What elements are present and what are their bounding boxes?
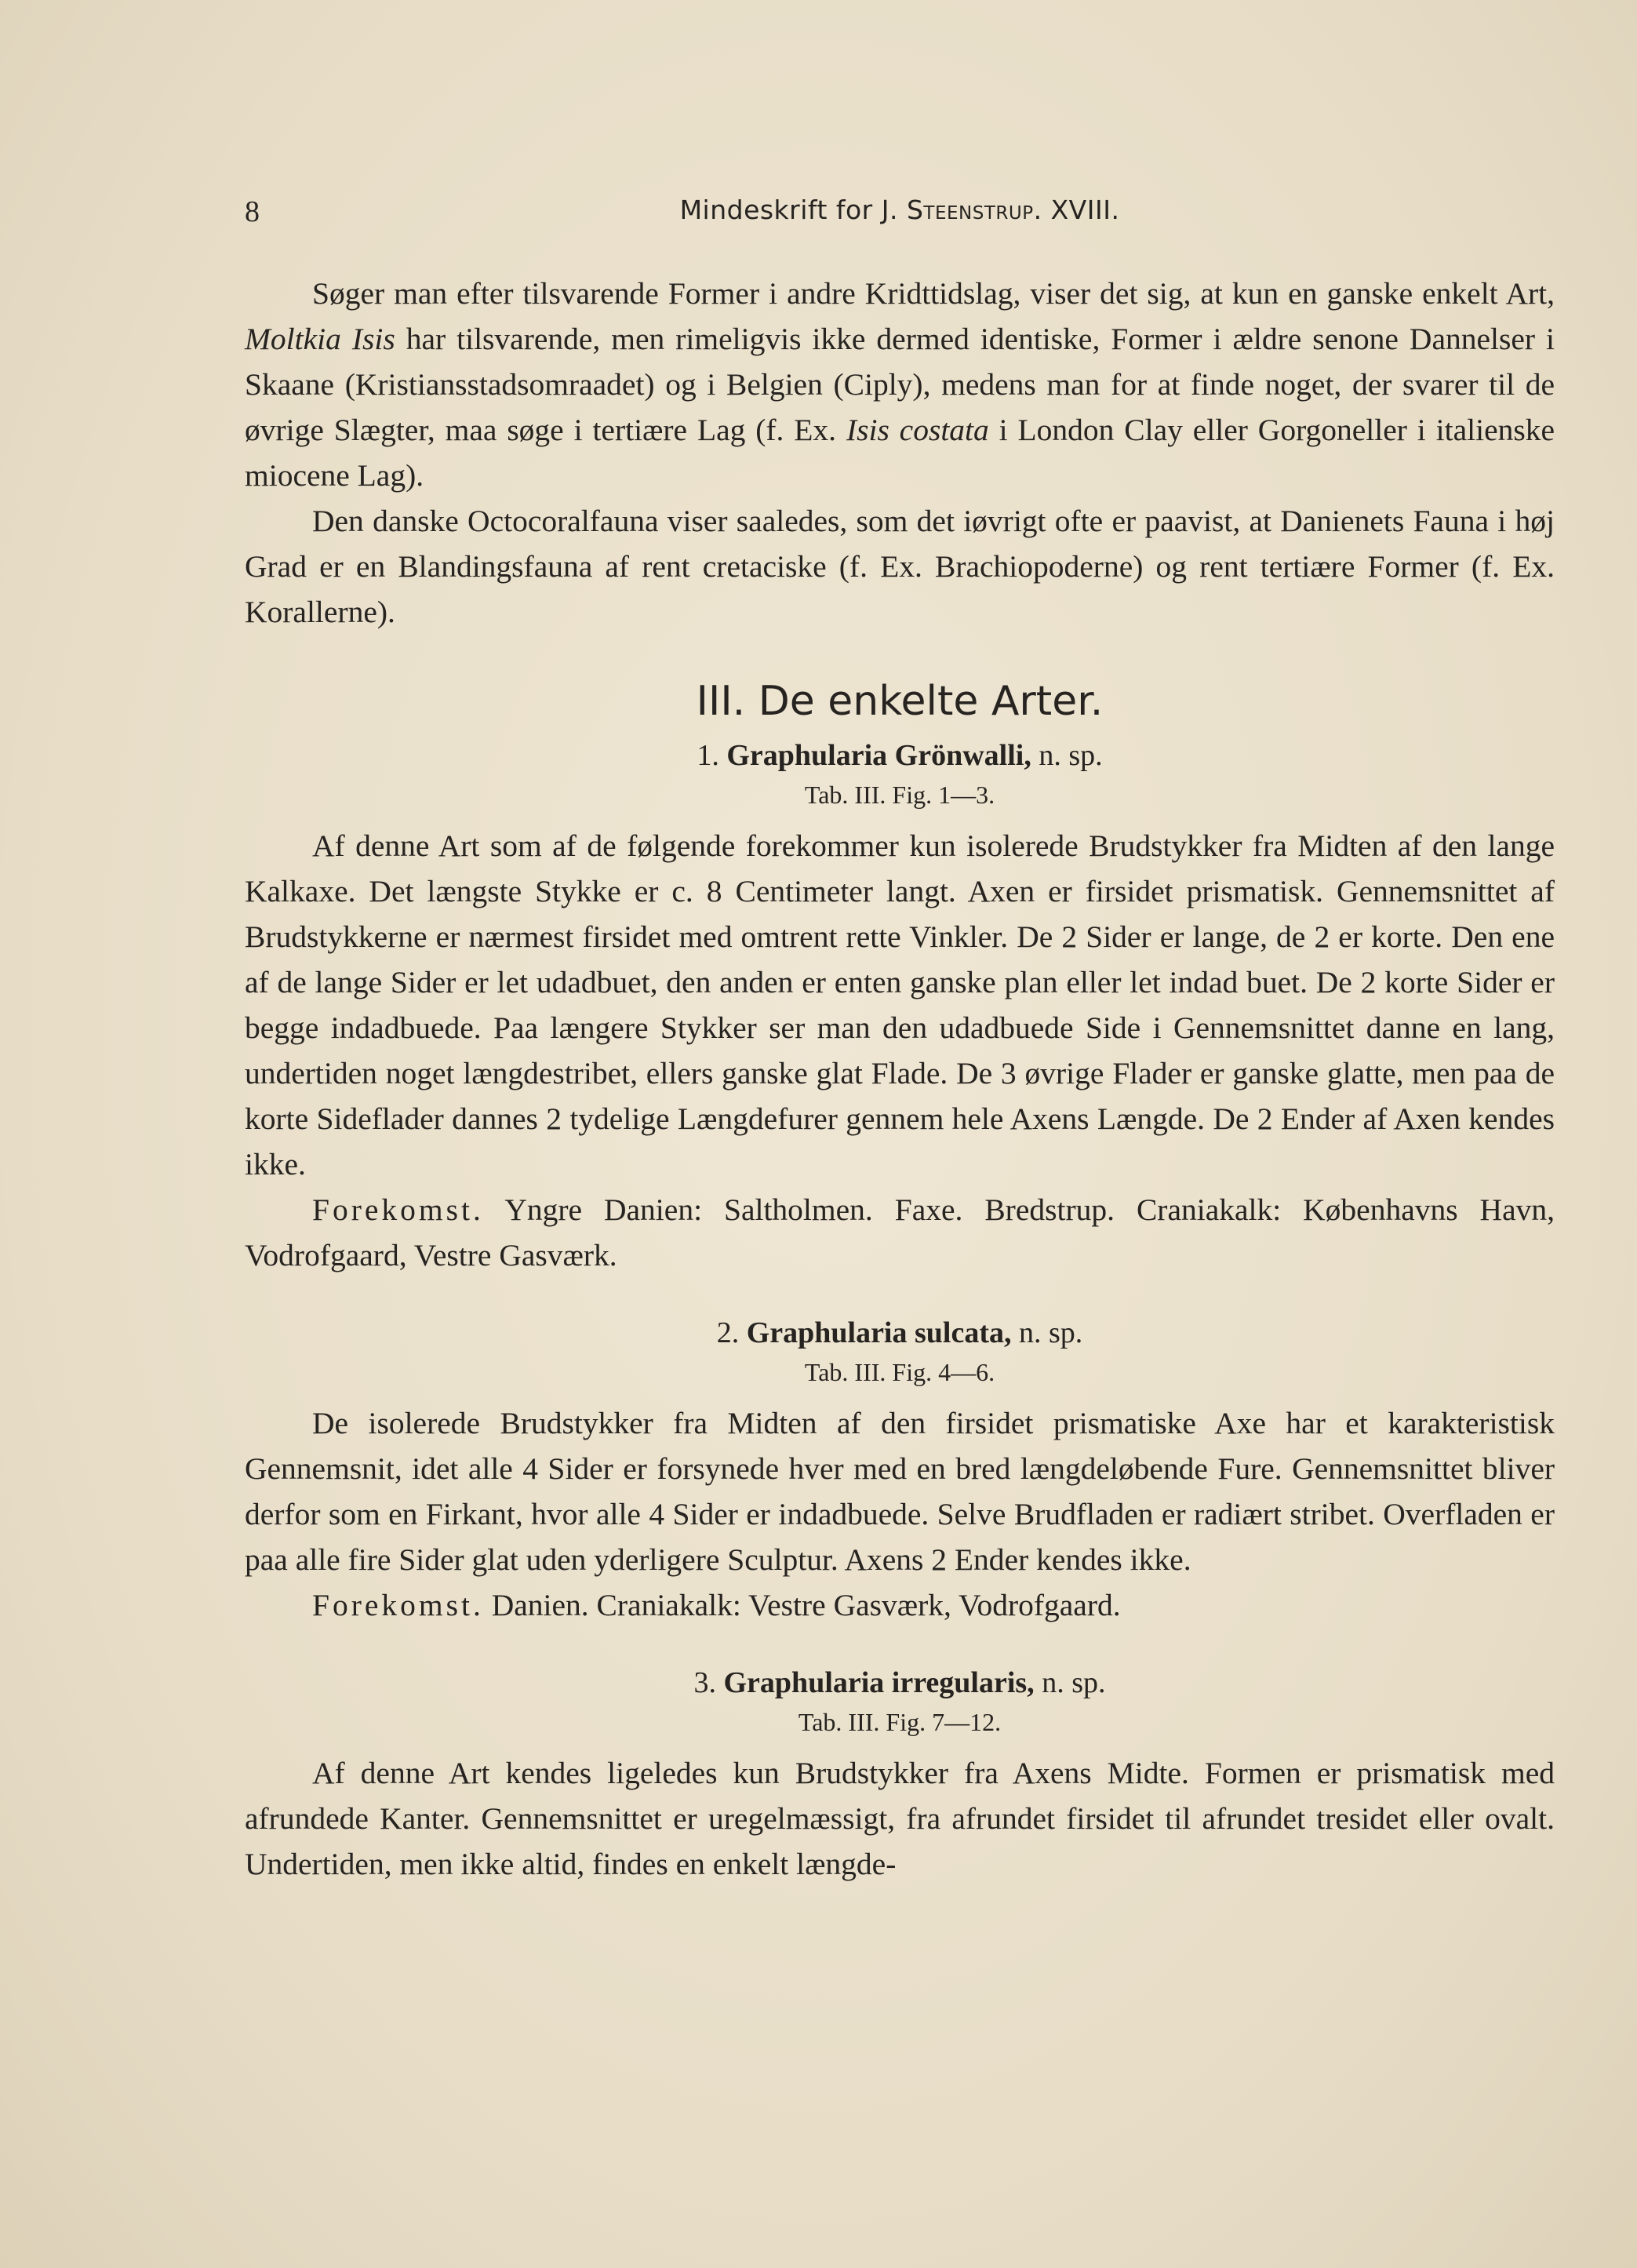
running-title-author: Steenstrup. bbox=[906, 195, 1042, 225]
species-number: 2. bbox=[716, 1316, 740, 1349]
occurrence-text: Yngre Danien: Saltholmen. Faxe. Bredstrup. Craniakalk: Københavns Havn, Vodrofgaard, Vestre Gasværk. bbox=[245, 1192, 1555, 1272]
species-number: 3. bbox=[693, 1666, 716, 1699]
species-name: Graphularia sulcata, bbox=[746, 1316, 1012, 1349]
page-number: 8 bbox=[245, 195, 260, 228]
occurrence-label: Forekomst. bbox=[312, 1588, 484, 1622]
intro-p1-part-a: Søger man efter tilsvarende Former i andre Kridttidslag, viser det sig, at kun en ganske enkelt Art, bbox=[312, 276, 1555, 311]
species-title-1 bbox=[245, 735, 1555, 776]
species-description-1: Af denne Art som af de følgende forekommer kun isolerede Brudstykker fra Midten af den lange Kalkaxe. Det længste Stykke er c. 8 Centimeter langt. Axen er firsidet prismatisk. Gennemsnittet af Brudstykkerne er nærmest firsidet med omtrent rette Vinkler. De 2 Sider er lange, de 2 er korte. Den ene af de lange Sider er let udadbuet, den anden er enten ganske plan eller let indad buet. De 2 korte Sider er begge indadbuede. Paa længere Stykker ser man den udadbuede Side i Gennemsnittet danne en lang, undertiden noget længdestribet, ellers ganske glat Flade. De 3 øvrige Flader er ganske glatte, men paa de korte Sideflader dannes 2 tydelige Længdefurer gennem hele Axens Længde. De 2 Ender af Axen kendes ikke. bbox=[245, 828, 1555, 1181]
species-name: Graphularia irregularis, bbox=[723, 1666, 1035, 1699]
intro-p1-part-b: har tilsvarende, men rimeligvis ikke dermed identiske, Former i ældre senone Dannelser i Skaane (Kristiansstadsomraadet) og i Belgien (Ciply), medens man for at finde noget, der svarer til de øvrige Slægter, maa søge i tertiære Lag (f. Ex. bbox=[245, 322, 1555, 447]
taxon-isis-costata: Isis costata bbox=[846, 413, 989, 447]
plate-reference-2: Tab. III. Fig. 4—6. bbox=[804, 1358, 995, 1386]
running-header bbox=[245, 195, 1555, 242]
text-body bbox=[245, 271, 1555, 1887]
occurrence-text: Danien. Craniakalk: Vestre Gasværk, Vodrofgaard. bbox=[491, 1588, 1121, 1622]
section-heading: III. De enkelte Arter. bbox=[696, 678, 1104, 725]
species-suffix: n. sp. bbox=[1039, 739, 1103, 772]
species-occurrence-1 bbox=[245, 1187, 1555, 1278]
species-suffix: n. sp. bbox=[1019, 1316, 1083, 1349]
species-name: Graphularia Grönwalli, bbox=[726, 739, 1031, 772]
spacer bbox=[245, 1278, 1555, 1306]
species-occurrence-2 bbox=[245, 1582, 1555, 1628]
species-title-3 bbox=[245, 1662, 1555, 1703]
intro-p1-part-c: i London Clay eller Gorgoneller i italienske miocene Lag). bbox=[245, 413, 1555, 493]
species-number: 1. bbox=[697, 739, 719, 772]
intro-paragraph-2: Den danske Octocoralfauna viser saaledes, som det iøvrigt ofte er paavist, at Danienets Fauna i høj Grad er en Blandingsfauna af rent cretaciske (f. Ex. Brachiopoderne) og rent tertiære Former (f. Ex. Korallerne). bbox=[245, 504, 1555, 629]
running-title-volume: XVIII. bbox=[1050, 195, 1120, 225]
intro-paragraph-1 bbox=[245, 271, 1555, 498]
species-suffix: n. sp. bbox=[1042, 1666, 1106, 1699]
species-description-3: Af denne Art kendes ligeledes kun Brudstykker fra Axens Midte. Formen er prismatisk med afrundede Kanter. Gennemsnittet er uregelmæssigt, fra afrundet firsidet til afrundet tresidet eller ovalt. Undertiden, men ikke altid, findes en enkelt længde- bbox=[245, 1756, 1555, 1881]
running-title bbox=[245, 195, 1555, 225]
species-title-2 bbox=[245, 1312, 1555, 1353]
spacer bbox=[245, 1628, 1555, 1656]
running-title-prefix: Mindeskrift for J. bbox=[679, 195, 898, 225]
taxon-moltkia-isis: Moltkia Isis bbox=[245, 322, 395, 356]
occurrence-label: Forekomst. bbox=[312, 1192, 484, 1227]
plate-reference-3: Tab. III. Fig. 7—12. bbox=[798, 1708, 1002, 1736]
species-description-2: De isolerede Brudstykker fra Midten af den firsidet prismatiske Axe har et karakteristisk Gennemsnit, idet alle 4 Sider er forsynede hver med en bred længdeløbende Fure. Gennemsnittet bliver derfor som en Firkant, hvor alle 4 Sider er indadbuede. Selve Brudfladen er radiært stribet. Overfladen er paa alle fire Sider glat uden yderligere Sculptur. Axens 2 Ender kendes ikke. bbox=[245, 1406, 1555, 1577]
plate-reference-1: Tab. III. Fig. 1—3. bbox=[804, 781, 995, 809]
